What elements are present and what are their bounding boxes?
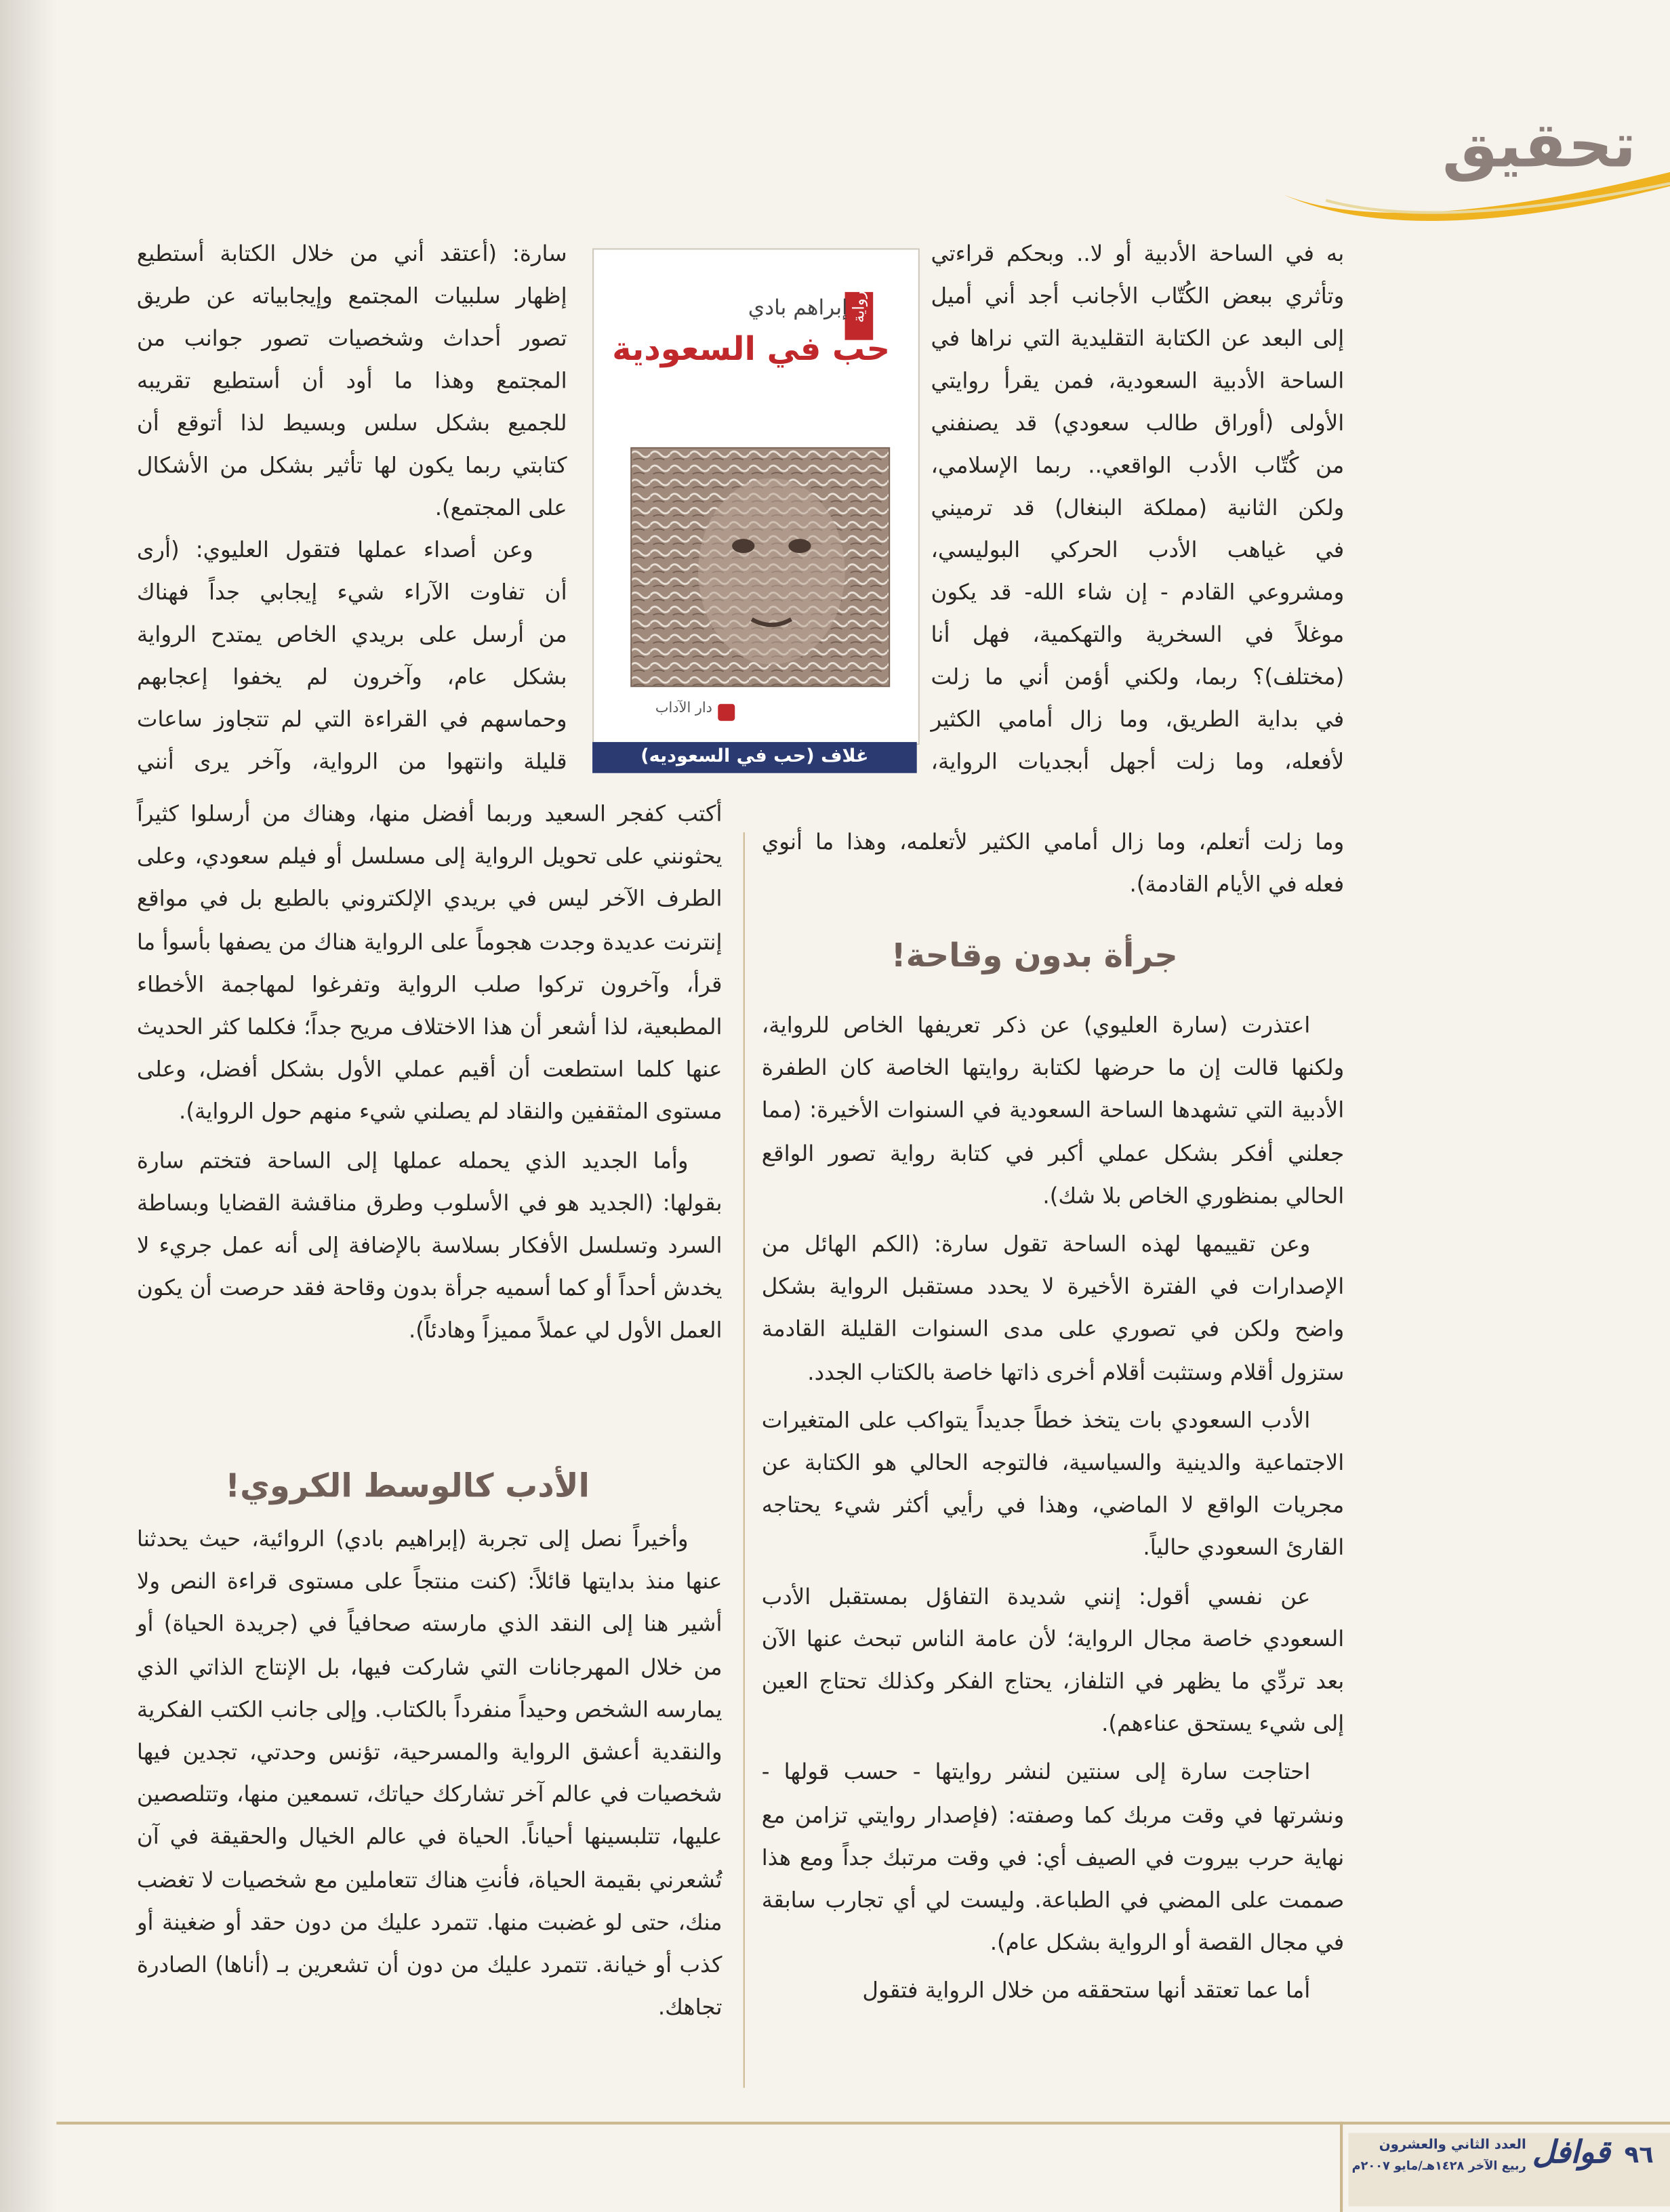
col-left-body	[137, 793, 722, 1358]
publisher-name: دار الآداب	[655, 701, 712, 717]
paragraph: وعن تقييمها لهذه الساحة تقول سارة: (الكم الهائل من الإصدارات في الفترة الأخيرة لا يحدد مستقبل الرواية بشكل واضح ولكن في تصوري على مدى السنوات القليلة القادمة ستزول أقلام وستثبت أقلام أخرى ذاتها خاصة بالكتاب الجدد.	[761, 1231, 1345, 1385]
paragraph: احتاجت سارة إلى سنتين لنشر روايتها - حسب قولها - ونشرتها في وقت مربك كما وصفته: (فإصدار روايتي تزامن مع نهاية حرب بيروت في الصيف أي: في وقت مرتبك جداً ومع هذا صممت على المضي في الطباعة. وليست لي أي تجارب سابقة في مجال القصة أو الرواية بشكل عام).	[761, 1759, 1345, 1956]
text-line: من كُتّاب الأدب الواقعي.. ربما الإسلامي،	[931, 453, 1345, 478]
text-line: سارة: (أعتقد أني من خلال الكتابة أستطيع	[136, 241, 567, 267]
footer-rule-vertical	[1340, 2122, 1343, 2212]
col-left-body-2	[137, 1518, 722, 2035]
text-line: المجتمع وهذا ما أود أن أستطيع تقريبه	[136, 368, 567, 394]
paragraph: الأدب السعودي بات يتخذ خطاً جديداً يتواكب على المتغيرات الاجتماعية والدينية والسياسية، فالتوجه الحالي هو الكتابة عن مجريات الواقع لا الماضي، وهذا في رأيي أكثر شيء يحتاجه القارئ السعودي حالياً.	[761, 1408, 1345, 1561]
footer-rule	[56, 2122, 1670, 2125]
text-line: به في الساحة الأدبية أو لا.. وبحكم قراءتي	[931, 241, 1345, 267]
text-line: ولكن الثانية (مملكة البنغال) قد ترميني	[931, 495, 1345, 521]
col-left-top	[137, 232, 567, 783]
col-right-top	[931, 232, 1345, 783]
text-line: لأفعله، وما زلت أجهل أبجديات الرواية،	[931, 749, 1345, 775]
paragraph: وأخيراً نصل إلى تجربة (إبراهيم بادي) الروائية، حيث يحدثنا عنها منذ بدايتها قائلاً: (كنت منتجاً على مستوى قراءة النص ولا أشير هنا إلى النقد الذي مارسته صحافياً في (جريدة الحياة) أو من خلال المهرجانات التي شاركت فيها، بل الإنتاج الذاتي الذي يمارسه الشخص وحيداً منفرداً بالكتاب. وإلى جانب الكتب الفكرية والنقدية أعشق الرواية والمسرحية، تؤنس وحدتي، تجدين فيها شخصيات في عالم آخر تشاركك حياتك، تسمعين منها، وتتلصصين عليها، تتلبسينها أحياناً. الحياة في عالم الخيال والحقيقة في آن تُشعرني بقيمة الحياة، فأنتِ هناك تتعاملين مع شخصيات لا تغضب منك، حتى لو غضبت منها. تتمرد عليك من دون حقد أو ضغينة أو كذب أو خيانة. تتمرد عليك من دون أن تشعرين بـ (أناها) الصادرة تجاهك.	[136, 1526, 722, 2021]
footer-issue: العدد الثاني والعشرون	[1379, 2137, 1526, 2153]
col-right-body	[762, 1004, 1344, 2018]
text-line: في غياهب الأدب الحركي البوليسي،	[931, 537, 1345, 563]
magazine-logo: قوافل	[1532, 2135, 1610, 2171]
subheading-2: الأدب كالوسط الكروي!	[225, 1468, 590, 1506]
book-label: رواية	[849, 291, 868, 323]
text-line: وعن أصداء عملها فتقول العليوي: (أرى	[136, 537, 533, 563]
column-divider	[744, 832, 745, 2088]
footer-date: ربيع الآخر ١٤٢٨هـ/مايو ٢٠٠٧م	[1351, 2159, 1526, 2174]
text-line: إظهار سلبيات المجتمع وإيجابياته عن طريق	[136, 283, 567, 309]
paragraph: وأما الجديد الذي يحمله عملها إلى الساحة فتختم سارة بقولها: (الجديد هو في الأسلوب وطرق مناقشة القضايا وبساطة السرد وتسلسل الأفكار بسلاسة بالإضافة إلى أنه عمل جريء لا يخدش أحداً أو كما أسميه جرأة بدون وقاحة فقد حرصت أن يكون العمل الأول لي عملاً مميزاً وهادئاً).	[136, 1147, 722, 1344]
image-caption: غلاف (حب في السعوديه)	[592, 742, 917, 773]
book-cover-figure	[592, 248, 917, 773]
text-line: وحماسهم في القراءة التي لم تتجاوز ساعات	[136, 706, 567, 733]
text-line: موغلاً في السخرية والتهكمية، فهل أنا	[931, 621, 1345, 648]
text-line: الساحة الأدبية السعودية، فمن يقرأ روايتي	[931, 368, 1345, 394]
subheading-1: جرأة بدون وقاحة!	[891, 938, 1178, 975]
text-line: قليلة وانتهوا من الرواية، وآخر يرى أنني	[136, 749, 567, 775]
text-line: أن تفاوت الآراء شيء إيجابي جداً فهناك	[136, 579, 567, 606]
text-line: الأولى (أوراق طالب سعودي) قد يصنفني	[931, 410, 1345, 436]
text-line: على المجتمع).	[434, 495, 567, 521]
col-right-span	[762, 821, 1344, 905]
text-line: وتأثري ببعض الكُتّاب الأجانب أجد أني أميل	[931, 283, 1345, 309]
paragraph: عن نفسي أقول: إنني شديدة التفاؤل بمستقبل الأدب السعودي خاصة مجال الرواية؛ لأن عامة الناس تبحث عنها الآن بعد تردِّي ما يظهر في التلفاز، يحتاج الفكر وكذلك تحتاج العين إلى شيء يستحق عناءهم).	[761, 1583, 1345, 1737]
page-number: ٩٦	[1624, 2141, 1654, 2170]
text-line: كتابتي ربما يكون لها تأثير بشكل من الأشكال	[136, 453, 567, 478]
cover-artwork	[630, 447, 890, 687]
book-cover	[592, 248, 920, 745]
page-edge-shadow	[0, 0, 56, 2212]
publisher-logo-icon	[718, 704, 735, 721]
book-title: حب في السعودية	[612, 331, 891, 369]
text-line: من أرسل على بريدي الخاص يمتدح الرواية	[136, 621, 567, 648]
text-line: للجميع بشكل سلس وبسيط لذا أتوقع أن	[136, 410, 567, 436]
text-line: تصور أحداث وشخصيات تصور جوانب من	[136, 325, 567, 352]
text-line: وما زلت أتعلم، وما زال أمامي الكثير لأتعلمه، وهذا ما أنوي	[761, 829, 1345, 855]
text-line: فعله في الأيام القادمة).	[1129, 872, 1345, 897]
text-line: ومشروعي القادم - إن شاء الله- قد يكون	[931, 579, 1345, 606]
paragraph: أكتب كفجر السعيد وربما أفضل منها، وهناك من أرسلوا كثيراً يحثونني على تحويل الرواية إلى مسلسل أو فيلم سعودي، وعلى الطرف الآخر ليس في بريدي الإلكتروني بالطبع بل في مواقع إنترنت عديدة وجدت هجوماً على الرواية هناك من يصفها بأسوأ ما قرأ، وآخرون تركوا صلب الرواية وتفرغوا لمهاجمة الأخطاء المطبعية، لذا أشعر أن هذا الاختلاف مريح جداً؛ فكلما كثر الحديث عنها كلما استطعت أن أقيم عملي الأول بشكل أفضل، وعلى مستوى المثقفين والنقاد لم يصلني شيء منهم حول الرواية).	[136, 801, 722, 1125]
paragraph: أما عما تعتقد أنها ستحققه من خلال الرواية فتقول	[862, 1978, 1311, 2004]
text-line: بشكل عام، وآخرون لم يخفوا إعجابهم	[136, 664, 567, 690]
text-line: إلى البعد عن الكتابة التقليدية التي نراها في	[931, 325, 1345, 352]
text-line: في بداية الطريق، وما زال أمامي الكثير	[931, 706, 1345, 733]
paragraph: اعتذرت (سارة العليوي) عن ذكر تعريفها الخاص للرواية، ولكنها قالت إن ما حرضها لكتابة روايتها الخاصة كان الطفرة الأدبية التي تشهدها الساحة السعودية في السنوات الأخيرة: (مما جعلني أفكر بشكل عملي أكبر في كتابة رواية تصور الواقع الحالي بمنظوري الخاص بلا شك).	[761, 1012, 1345, 1209]
book-author: إبراهم بادي	[748, 295, 848, 321]
text-line: (مختلف)؟ ربما، ولكني أؤمن أني ما زلت	[931, 664, 1345, 690]
section-title: تحقيق	[1442, 110, 1637, 182]
